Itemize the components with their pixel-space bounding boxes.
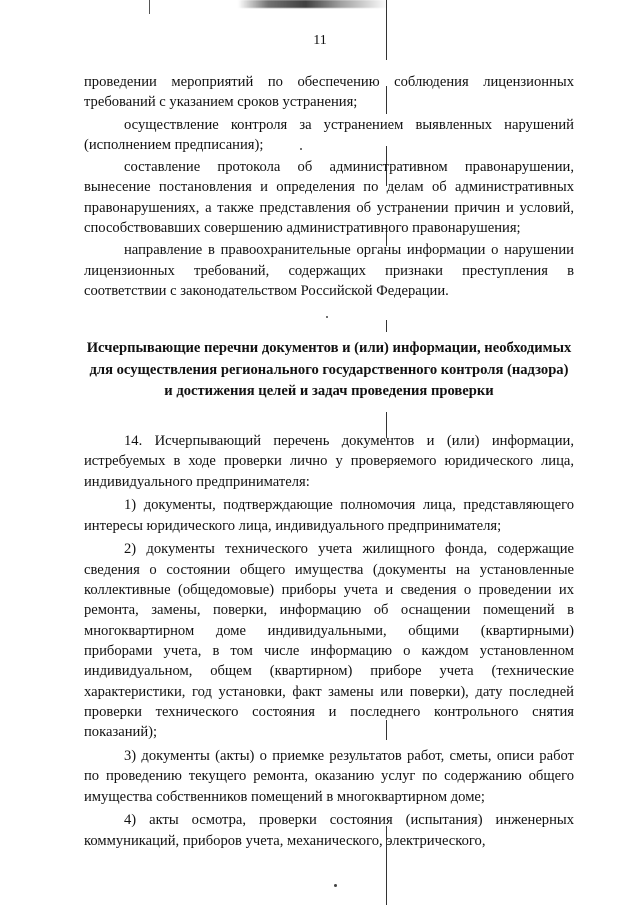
list-item: 3) документы (акты) о приемке результатов работ, сметы, описи работ по проведению текущего ремонта, оказанию услуг по содержанию общего имущества собственников помещений в многоквартирном доме; — [84, 747, 574, 805]
section-heading: Исчерпывающие перечни документов и (или) информации, необходимых для осуществления регионального государственного контроля (надзора) и достижения целей и задач проведения проверки — [86, 340, 572, 399]
scan-fold-line — [386, 320, 387, 332]
page-number: 11 — [313, 33, 327, 48]
paragraph: проведении мероприятий по обеспечению соблюдения лицензионных требований с указанием сроков устранения; — [84, 74, 574, 111]
list-item: 1) документы, подтверждающие полномочия лица, представляющего интересы юридического лица, индивидуального предпринимателя; — [84, 497, 574, 534]
paragraph: осуществление контроля за устранением выявленных нарушений (исполнением предписания); — [84, 116, 574, 153]
scan-artifact-edge — [149, 0, 150, 14]
list-item: 4) акты осмотра, проверки состояния (испытания) инженерных коммуникаций, приборов учета, механического, электрического, — [84, 812, 574, 849]
scan-fold-line — [386, 0, 387, 60]
scan-speck — [326, 316, 328, 318]
text-block-documents-list — [84, 431, 574, 854]
list-item: 2) документы технического учета жилищного фонда, содержащие сведения о состоянии общего имущества (документы на установленные коллективные (общедомовые) приборы учета и сведения о проведении их ремонта, замены, поверки, информацию об оснащении помещений в многоквартирном доме индивидуальными, общими (квартирными) приборами учета, в том числе информацию о каждом установленном индивидуальном, общем (квартирном) приборе учета (технические характеристики, год установки, факт замены или поверки), дату последней проверки технического состояния и последнего контрольного снятия показаний); — [84, 541, 574, 741]
paragraph: 14. Исчерпывающий перечень документов и (или) информации, истребуемых в ходе проверки лично у проверяемого юридического лица, индивидуального предпринимателя: — [84, 433, 574, 490]
scan-speck — [334, 884, 337, 887]
text-block-measures — [84, 72, 574, 301]
paragraph: направление в правоохранительные органы информации о нарушении лицензионных требований, содержащих признаки преступления в соответствии с законодательством Российской Федерации. — [84, 242, 574, 299]
scan-artifact-top — [238, 0, 388, 8]
paragraph: составление протокола об административном правонарушении, вынесение постановления и определения по делам об административных правонарушениях, а также представления об устранении причин и условий, способствовавших совершению административного правонарушения; — [84, 159, 574, 237]
